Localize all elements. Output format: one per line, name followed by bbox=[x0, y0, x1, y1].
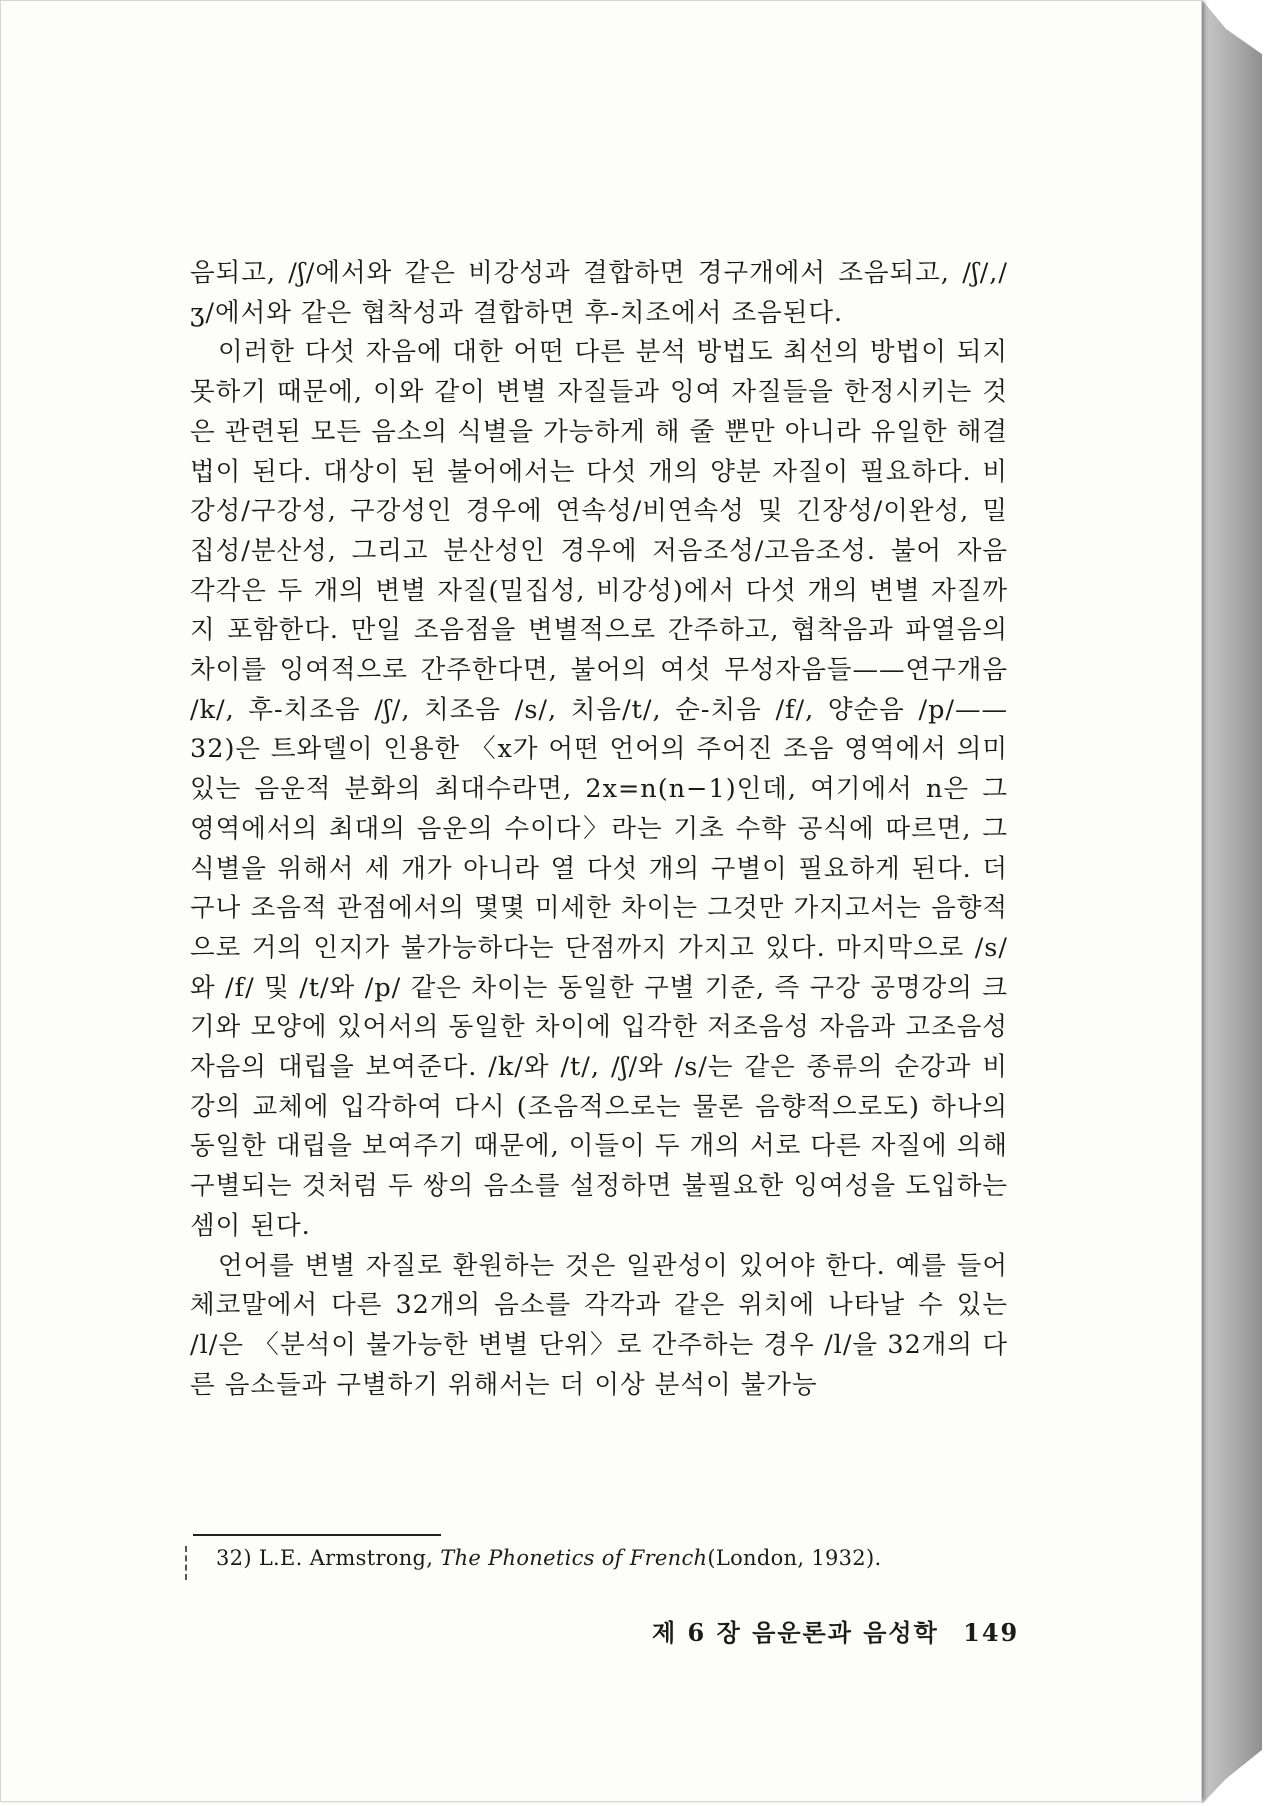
page-edge bbox=[1202, 0, 1262, 1804]
paragraph: 이러한 다섯 자음에 대한 어떤 다른 분석 방법도 최선의 방법이 되지 못하기 때문에, 이와 같이 변별 자질들과 잉여 자질들을 한정시키는 것은 관련된 모든 음소의 식별을 가능하게 해 줄 뿐만 아니라 유일한 해결법이 된다. 대상이 된 불어에서는 다섯 개의 양분 자질이 필요하다. 비강성/구강성, 구강성인 경우에 연속성/비연속성 및 긴장성/이완성, 밀집성/분산성, 그리고 분산성인 경우에 저음조성/고음조성. 불어 자음 각각은 두 개의 변별 자질(밀집성, 비강성)에서 다섯 개의 변별 자질까지 포함한다. 만일 조음점을 변별적으로 간주하고, 협착음과 파열음의 차이를 잉여적으로 간주한다면, 불어의 여섯 무성자음들——연구개음 /k/, 후-치조음 /ʃ/, 치조음 /s/, 치음/t/, 순-치음 /f/, 양순음 /p/——32)은 트와델이 인용한 〈x가 어떤 언어의 주어진 조음 영역에서 의미 있는 음운적 분화의 최대수라면, 2x=n(n−1)인데, 여기에서 n은 그 영역에서의 최대의 음운의 수이다〉라는 기초 수학 공식에 따르면, 그 식별을 위해서 세 개가 아니라 열 다섯 개의 구별이 필요하게 된다. 더구나 조음적 관점에서의 몇몇 미세한 차이는 그것만 가지고서는 음향적으로 거의 인지가 불가능하다는 단점까지 가지고 있다. 마지막으로 /s/와 /f/ 및 /t/와 /p/ 같은 차이는 동일한 구별 기준, 즉 구강 공명강의 크기와 모양에 있어서의 동일한 차이에 입각한 저조음성 자음과 고조음성 자음의 대립을 보여준다. /k/와 /t/, /ʃ/와 /s/는 같은 종류의 순강과 비강의 교체에 입각하여 다시 (조음적으로는 물론 음향적으로도) 하나의 동일한 대립을 보여주기 때문에, 이들이 두 개의 서로 다른 자질에 의해 구별되는 것처럼 두 쌍의 음소를 설정하면 불필요한 잉여성을 도입하는 셈이 된다. bbox=[190, 337, 1008, 1241]
footnote-rule bbox=[193, 1534, 441, 1536]
footnote-author: L.E. Armstrong, bbox=[258, 1546, 434, 1570]
page-number: 149 bbox=[963, 1618, 1020, 1647]
body-text bbox=[190, 254, 1008, 1405]
margin-mark bbox=[185, 1546, 187, 1580]
paragraph: 언어를 변별 자질로 환원하는 것은 일관성이 있어야 한다. 예를 들어 체코말에서 다른 32개의 음소를 각각과 같은 위치에 나타날 수 있는 /l/은 〈분석이 불가능한 변별 단위〉로 간주하는 경우 /l/을 32개의 다른 음소들과 구별하기 위해서는 더 이상 분석이 불가능 bbox=[190, 1250, 1008, 1400]
paragraph: 음되고, /ʃ/에서와 같은 비강성과 결합하면 경구개에서 조음되고, /ʃ/,/ʒ/에서와 같은 협착성과 결합하면 후-치조에서 조음된다. bbox=[190, 258, 1008, 328]
chapter-title: 음운론과 음성학 bbox=[752, 1618, 939, 1647]
chapter-label: 제 6 장 bbox=[652, 1618, 742, 1647]
footnote bbox=[216, 1544, 881, 1572]
footnote-title: The Phonetics of French bbox=[440, 1546, 708, 1570]
footnote-details: (London, 1932). bbox=[707, 1546, 882, 1570]
footnote-number: 32) bbox=[216, 1546, 252, 1570]
running-head bbox=[652, 1618, 1019, 1648]
